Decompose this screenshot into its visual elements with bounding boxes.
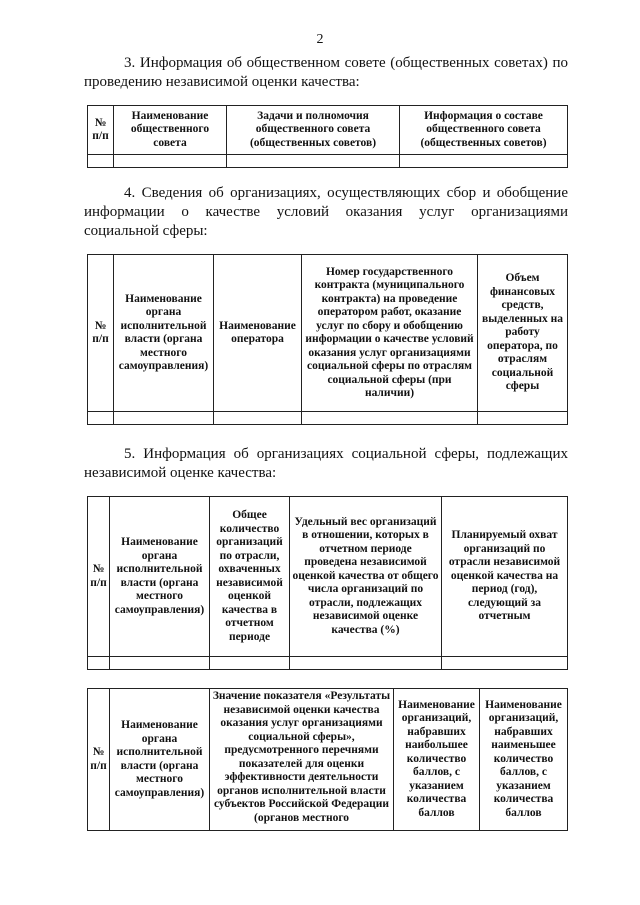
- col-header-number: № п/п: [88, 497, 110, 657]
- section-4-heading: 4. Сведения об организациях, осуществляющих сбор и обобщение информации о качестве условий оказания услуг организациями социальной сферы:: [84, 185, 568, 239]
- col-header-number: № п/п: [88, 689, 110, 831]
- organizations-table: [87, 496, 568, 670]
- section-5-heading: 5. Информация об организациях социальной сферы, подлежащих независимой оценке качества:: [84, 446, 568, 481]
- col-header-highest-score: Наименование организаций, набравших наибольшее количество баллов, с указанием количества баллов: [394, 689, 480, 831]
- col-header-composition: Информация о составе общественного совета (общественных советов): [400, 106, 568, 155]
- col-header-authority: Наименование органа исполнительной власти (органа местного самоуправления): [110, 689, 210, 831]
- col-header-contract: Номер государственного контракта (муниципального контракта) на проведение оператором работ, оказание услуг по сбору и обобщению информации о качестве условий оказания услуг организациями социальной сферы по отраслям социальной сферы (при наличии): [302, 255, 478, 412]
- col-header-authority: Наименование органа исполнительной власти (органа местного самоуправления): [110, 497, 210, 657]
- col-header-share: Удельный вес организаций в отношении, которых в отчетном периоде проведена независимой оценкой качества от общего числа организаций по отрасли, подлежащих независимой оценке качества (%): [290, 497, 442, 657]
- col-header-council-name: Наименование общественного совета: [114, 106, 227, 155]
- col-header-operator: Наименование оператора: [214, 255, 302, 412]
- public-council-table: [87, 105, 568, 168]
- col-header-total-count: Общее количество организаций по отрасли, охваченных независимой оценкой качества в отчетном периоде: [210, 497, 290, 657]
- col-header-lowest-score: Наименование организаций, набравших наименьшее количество баллов, с указанием количества баллов: [480, 689, 568, 831]
- results-table: [87, 688, 568, 831]
- section-3-heading: 3. Информация об общественном совете (общественных советах) по проведению независимой оценки качества:: [84, 55, 568, 90]
- operators-table: [87, 254, 568, 425]
- col-header-planned: Планируемый охват организаций по отрасли независимой оценкой качества на период (год), следующий за отчетным: [442, 497, 568, 657]
- col-header-funding: Объем финансовых средств, выделенных на работу оператора, по отраслям социальной сферы: [478, 255, 568, 412]
- col-header-indicator: Значение показателя «Результаты независимой оценки качества оказания услуг организациями социальной сферы», предусмотренного перечнями показателей для оценки эффективности деятельности органов исполнительной власти субъектов Российской Федерации (органов местного: [210, 689, 394, 831]
- col-header-authority: Наименование органа исполнительной власти (органа местного самоуправления): [114, 255, 214, 412]
- col-header-tasks: Задачи и полномочия общественного совета (общественных советов): [227, 106, 400, 155]
- col-header-number: № п/п: [88, 106, 114, 155]
- col-header-number: № п/п: [88, 255, 114, 412]
- page-number: 2: [316, 32, 324, 47]
